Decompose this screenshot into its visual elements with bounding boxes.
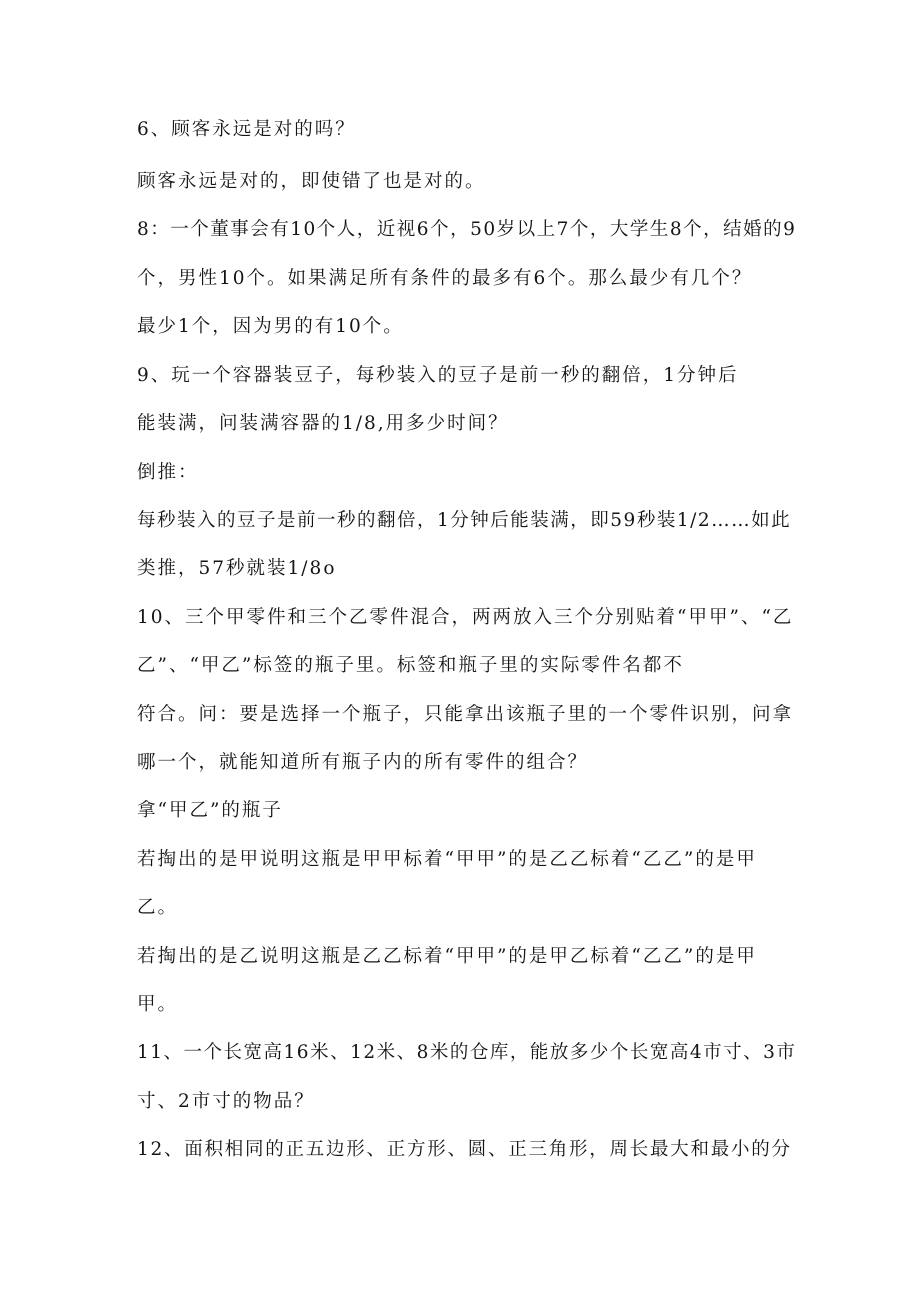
answer-9-heading: 倒推： xyxy=(137,462,199,483)
answer-6: 顾客永远是对的，即使错了也是对的。 xyxy=(137,171,486,192)
answer-10-case-1-line-1: 若掏出的是甲说明这瓶是甲甲标着“甲甲”的是乙乙标着“乙乙”的是甲 xyxy=(137,849,757,870)
question-8-line-2: 个，男性10个。如果满足所有条件的最多有6个。那么最少有几个？ xyxy=(137,268,753,289)
answer-10-heading: 拿“甲乙”的瓶子 xyxy=(137,800,283,821)
question-6-title: 6、顾客永远是对的吗？ xyxy=(137,119,356,140)
question-10-line-3: 符合。问：要是选择一个瓶子，只能拿出该瓶子里的一个零件识别，问拿 xyxy=(137,704,794,725)
question-10-line-2: 乙”、“甲乙”标签的瓶子里。标签和瓶子里的实际零件名都不 xyxy=(137,655,684,676)
answer-10-case-2-line-2: 甲。 xyxy=(137,994,179,1015)
question-9-line-1: 9、玩一个容器装豆子，每秒装入的豆子是前一秒的翻倍，1分钟后 xyxy=(137,365,739,386)
question-11-line-2: 寸、2市寸的物品？ xyxy=(137,1091,315,1112)
answer-9-line-1: 每秒装入的豆子是前一秒的翻倍，1分钟后能装满，即59秒装1/2……如此 xyxy=(137,510,792,531)
question-12-line-1: 12、面积相同的正五边形、正方形、圆、正三角形，周长最大和最小的分 xyxy=(137,1139,792,1160)
question-10-line-4: 哪一个，就能知道所有瓶子内的所有零件的组合？ xyxy=(137,752,589,773)
answer-8: 最少1个，因为男的有10个。 xyxy=(137,316,404,337)
question-10-line-1: 10、三个甲零件和三个乙零件混合，两两放入三个分别贴着“甲甲”、“乙 xyxy=(137,607,794,628)
answer-9-line-2: 类推，57秒就装1/8o xyxy=(137,558,337,579)
question-9-line-2: 能装满，问装满容器的1/8,用多少时间？ xyxy=(137,413,509,434)
question-8-line-1: 8：一个董事会有10个人，近视6个，50岁以上7个，大学生8个，结婚的9 xyxy=(137,219,797,240)
answer-10-case-1-line-2: 乙。 xyxy=(137,897,179,918)
answer-10-case-2-line-1: 若掏出的是乙说明这瓶是乙乙标着“甲甲”的是甲乙标着“乙乙”的是甲 xyxy=(137,946,757,967)
question-11-line-1: 11、一个长宽高16米、12米、8米的仓库，能放多少个长宽高4市寸、3市 xyxy=(137,1042,797,1063)
